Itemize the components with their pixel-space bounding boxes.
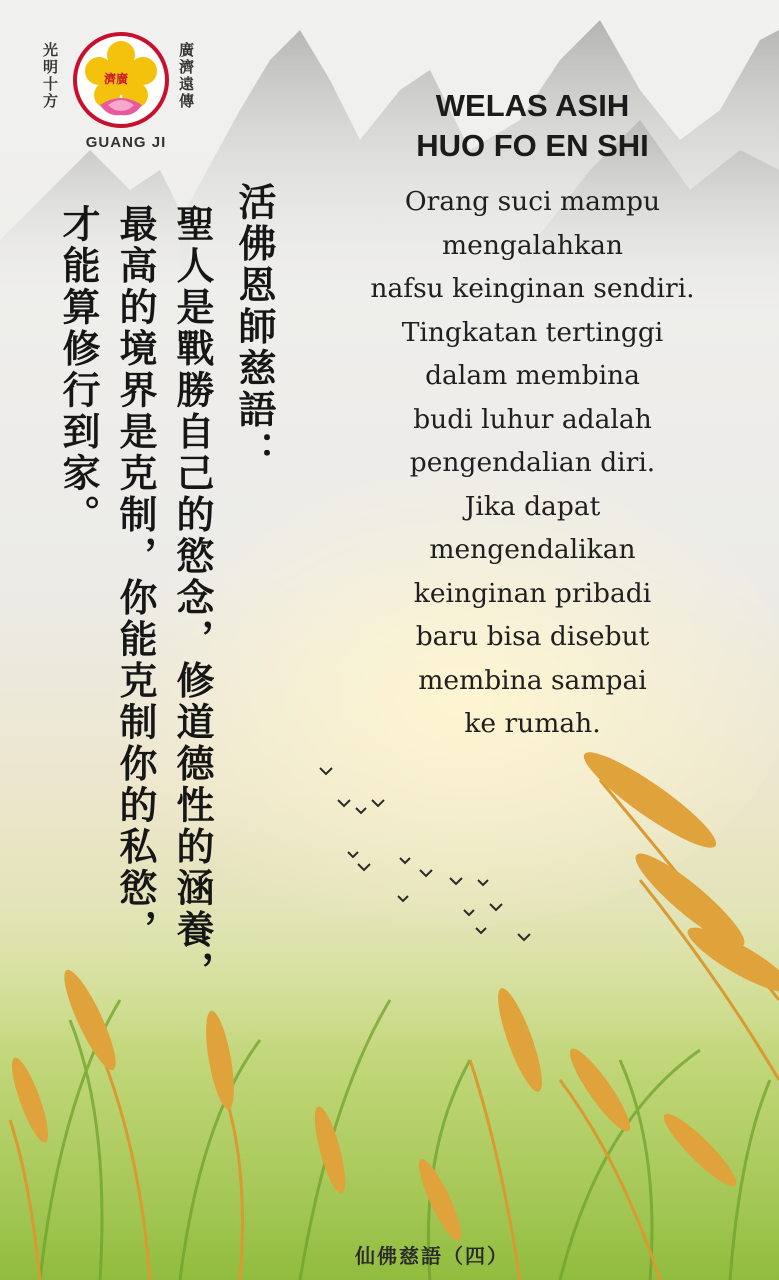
quote-line: Tingkatan tertinggi: [401, 316, 664, 348]
quote-line: nafsu keinginan sendiri.: [370, 273, 695, 304]
quote-line: membina sampai: [418, 664, 647, 696]
logo-emblem-text: 濟廣: [104, 72, 129, 86]
quote-line: baru bisa disebut: [415, 621, 650, 652]
title-line-1: WELAS ASIH: [435, 88, 630, 123]
quote-line: mengendalikan: [429, 534, 636, 565]
quote-line: ke rumah.: [464, 708, 601, 739]
chinese-quote-column: 才能算修行到家。: [56, 204, 101, 536]
quote-line: pengendalian diri.: [409, 447, 656, 478]
chinese-quote-column: 聖人是戰勝自己的慾念，修道德性的涵養，: [170, 204, 215, 993]
title-line-2: HUO FO EN SHI: [416, 128, 649, 163]
chinese-heading-column: 活佛恩師慈語：: [232, 182, 277, 473]
quote-line: Jika dapat: [464, 490, 601, 522]
quote-line: dalam membina: [425, 360, 640, 391]
page-title: [360, 86, 705, 166]
indonesian-quote: [355, 180, 710, 746]
quote-line: keinginan pribadi: [413, 577, 652, 609]
logo-right-text: 廣濟遠傳: [177, 42, 195, 110]
chinese-quote-column: 最高的境界是克制，你能克制你的私慾，: [113, 204, 158, 951]
quote-line: Orang suci mampu: [404, 186, 661, 217]
footer-caption: 仙佛慈語（四）: [355, 1244, 509, 1268]
grass-field: [0, 900, 779, 1280]
guang-ji-logo: [0, 0, 200, 160]
quote-line: budi luhur adalah: [413, 403, 652, 435]
logo-left-text: 光明十方: [41, 42, 59, 110]
logo-name: GUANG JI: [85, 134, 167, 151]
quote-line: mengalahkan: [442, 229, 623, 261]
